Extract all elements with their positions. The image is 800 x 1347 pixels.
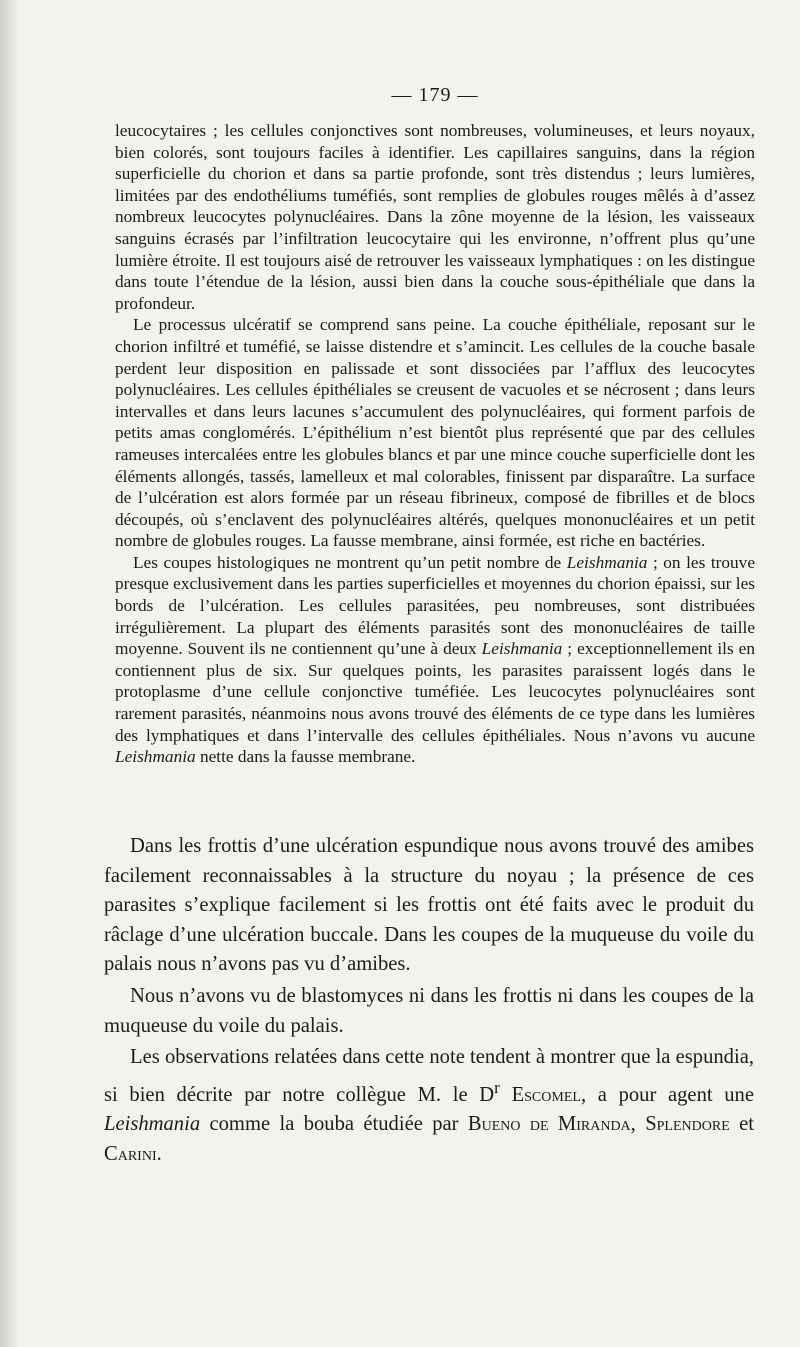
paragraph-vessels: leucocytaires ; les cellules conjonctives sont nombreuses, volumineuses, et leurs noyaux, bien colorés, sont toujours faciles à identifier. Les capillaires sanguins, dans la région superficielle du chorion et dans sa partie profonde, sont très distendus ; leurs lumières, limitées par des endothéliums tuméfiés, sont remplies de globules rouges mêlés à d’assez nombreux leucocytes polynucléaires. Dans la zône moyenne de la lésion, les vaisseaux sanguins écrasés par l’infiltration leucocytaire qui les environne, n’offrent plus qu’une lumière étroite. Il est toujours aisé de retrouver les vaisseaux lymphatiques : on les distingue dans toute l’étendue de la lésion, aussi bien dans la couche sous-épithéliale que dans la profondeur.	[115, 121, 755, 313]
genus-name: Leishmania	[566, 552, 648, 572]
paragraph-blastomyces: Nous n’avons vu de blastomyces ni dans les frottis ni dans les coupes de la muqueuse du voile du palais.	[104, 984, 754, 1037]
paragraph-ulceration-process: Le processus ulcératif se comprend sans peine. La couche épithéliale, reposant sur le chorion infiltré et tuméfié, se laisse distendre et s’amincit. Les cellules de la couche basale perdent leur disposition en palissade et sont dissociées par l’afflux des leucocytes polynucléaires. Les cellules épithéliales se creusent de vacuoles et se nécrosent ; dans leurs intervalles et dans leurs lacunes s’accumulent des polynucléaires, qui forment parfois de petits amas conglomérés. L’épithélium n’est bientôt plus représenté que par des cellules rameuses intercalées entre les globules blancs et par une mince couche superficielle dont les éléments allongés, tassés, lamelleux et mal colorables, finissent par disparaître. La surface de l’ulcération est alors formée par un réseau fibrineux, composé de fibrilles et de blocs découpés, où s’enclavent des polynucléaires altérés, quelques mononucléaires et un petit nombre de globules rouges. La fausse membrane, ainsi formée, est riche en bactéries.	[115, 315, 755, 551]
author-name: Bueno de Miranda	[467, 1113, 631, 1136]
page-number: — 179 —	[391, 84, 479, 106]
small-print-section	[115, 120, 755, 768]
paragraph-histological-sections: Les coupes histologiques ne montrent qu’un petit nombre de Leishmania ; on les trouve presque exclusivement dans les parties superficielles et moyennes du chorion épaissi, sur les bords de l’ulcération. Les cellules parasitées, peu nombreuses, sont distribuées irrégulièrement. La plupart des éléments parasités sont des mononucléaires de taille moyenne. Souvent ils ne contiennent qu’une à deux Leishmania ; exceptionnellement ils en contiennent plus de six. Sur quelques points, les parasites paraissent logés dans le protoplasme d’une cellule conjonctive tuméfiée. Les leucocytes polynucléaires sont rarement parasités, néanmoins nous avons trouvé des éléments de ce type dans les lumières des lymphatiques et dans l’intervalle des cellules épithéliales. Nous n’avons vu aucune Leishmania nette dans la fausse membrane.	[115, 552, 755, 767]
genus-name: Leishmania	[481, 639, 563, 659]
conclusion-section	[104, 832, 754, 1171]
author-name: Carini	[104, 1142, 157, 1165]
author-name: Escomel	[511, 1083, 581, 1106]
page-binding-shadow	[0, 0, 20, 1347]
paragraph-amoebae: Dans les frottis d’une ulcération espundique nous avons trouvé des amibes facilement reconnaissables à la structure du noyau ; la présence de ces parasites s’explique facilement si les frottis ont été faits avec le produit du râclage d’une ulcération buccale. Dans les coupes de la muqueuse du voile du palais nous n’avons pas vu d’amibes.	[104, 835, 754, 976]
genus-name: Leishmania	[104, 1113, 201, 1136]
genus-name: Leishmania	[115, 747, 196, 767]
author-name: Splendore	[645, 1113, 730, 1136]
paragraph-conclusion: Les observations relatées dans cette note tendent à montrer que la espundia, si bien décrite par notre collègue M. le $D^r$ Escomel, a pour agent une Leishmania comme la bouba étudiée par Bueno de Miranda, Splendore et Carini.	[104, 1046, 754, 1165]
